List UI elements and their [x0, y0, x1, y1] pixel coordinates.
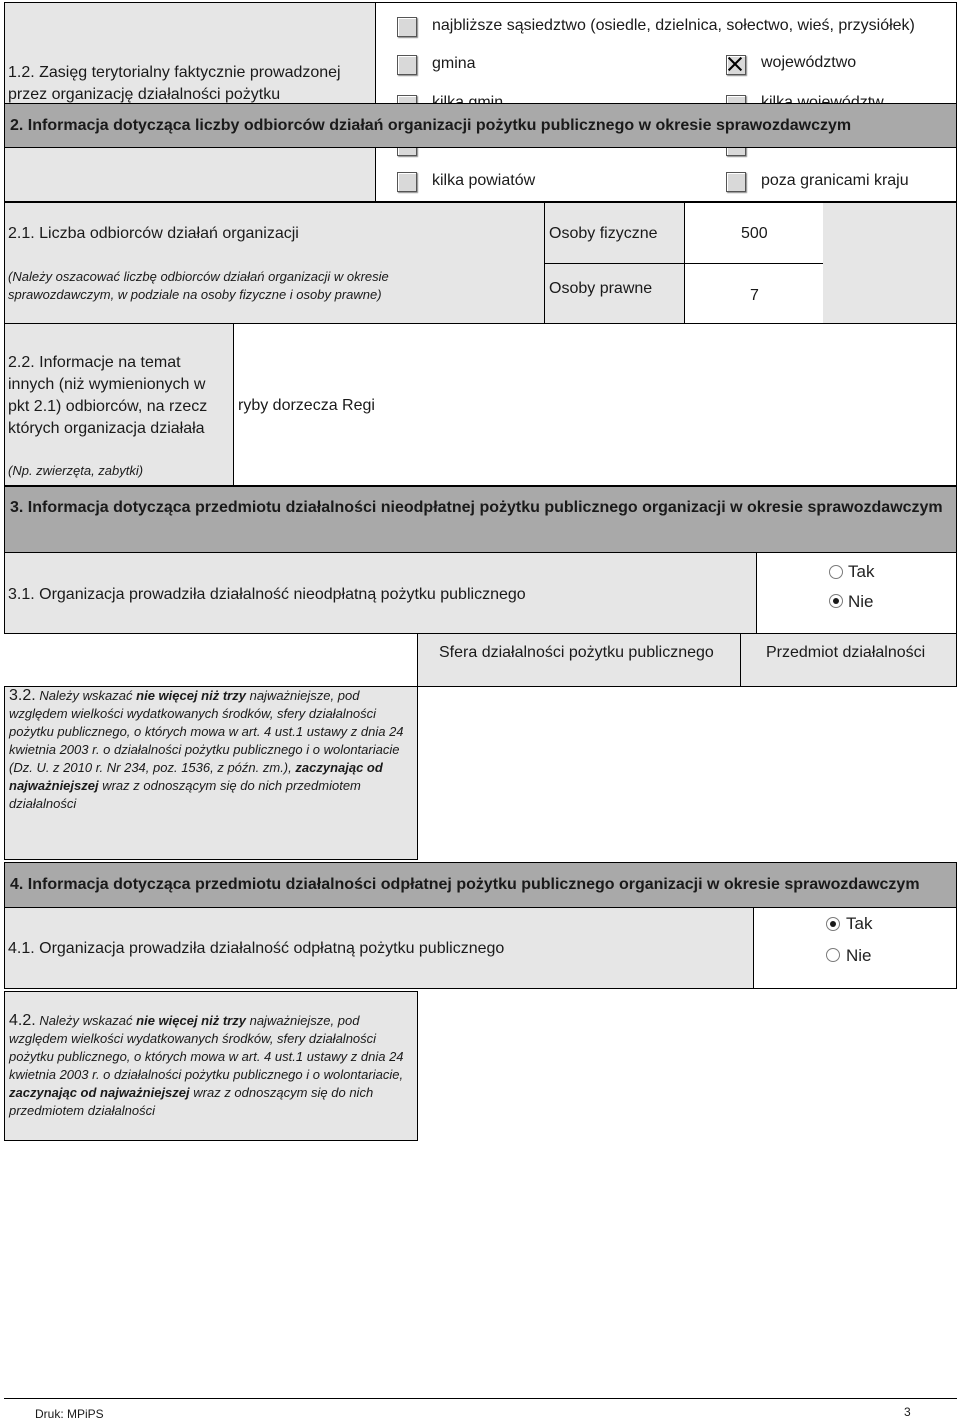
legal-persons-value[interactable]: 7 — [684, 263, 824, 324]
section-4-header: 4. Informacja dotycząca przedmiotu działalności odpłatnej pożytku publicznego organizacji w okresie sprawozdawczym — [4, 862, 957, 908]
option-kilka-powiatow-label: kilka powiatów — [432, 172, 536, 189]
natural-persons-value[interactable]: 500 — [684, 202, 824, 264]
other-recipients-label: 2.2. Informacje na temat innych (niż wymienionych w pkt 2.1) odbiorców, na rzecz których organizacja działała — [8, 354, 208, 437]
paid-radio-nie-label: Nie — [846, 946, 872, 965]
territorial-range-label: 1.2. Zasięg terytorialny faktycznie prowadzonej przez organizację działalności pożytku — [8, 64, 341, 103]
unpaid-radio-nie[interactable] — [829, 594, 843, 608]
checkbox-kilka-powiatow[interactable] — [397, 172, 417, 192]
option-wojewodztwo-label: województwo — [761, 54, 857, 71]
col-header-sfera: Sfera działalności pożytku publicznego — [417, 633, 741, 687]
checkbox-poza-granicami[interactable] — [726, 172, 746, 192]
paid-instruction-text-2: nie więcej niż trzy — [136, 1013, 246, 1028]
option-poza-granicami-label: poza granicami kraju — [761, 172, 909, 189]
paid-activity-question: 4.1. Organizacja prowadziła działalność odpłatną pożytku publicznego — [8, 940, 505, 957]
option-gmina-label: gmina — [432, 55, 476, 72]
recipients-count-label-cell — [4, 202, 545, 324]
checkbox-gmina[interactable] — [397, 55, 417, 75]
paid-instruction-text-4: zaczynając od najważniejszej — [9, 1085, 190, 1100]
section-3-header: 3. Informacja dotycząca przedmiotu działalności nieodpłatnej pożytku publicznego organizacji w okresie sprawozdawczym — [4, 486, 957, 553]
paid-radio-tak-label: Tak — [846, 914, 873, 933]
paid-radio-nie[interactable] — [826, 948, 840, 962]
unpaid-instruction-text-4: zaczynając od najważniejszej — [9, 760, 383, 793]
checkbox-wojewodztwo[interactable] — [726, 55, 746, 75]
section-2-header: 2. Informacja dotycząca liczby odbiorców działań organizacji pożytku publicznego w okresie sprawozdawczym — [4, 103, 957, 148]
unpaid-instruction-text-5: wraz z odnoszącym się do nich przedmiotem działalności — [9, 778, 361, 811]
paid-instruction-text-5: wraz z odnoszącym się do nich przedmiotem działalności — [9, 1085, 374, 1118]
footer-rule — [4, 1398, 957, 1399]
checkbox-neighbourhood[interactable] — [397, 17, 417, 37]
unpaid-radio-tak[interactable] — [829, 565, 843, 579]
unpaid-radio-nie-label: Nie — [848, 592, 874, 611]
unpaid-activity-question: 3.1. Organizacja prowadziła działalność nieodpłatną pożytku publicznego — [8, 586, 526, 603]
col-header-przedmiot: Przedmiot działalności — [740, 633, 957, 687]
footer-print-label: Druk: MPiPS — [35, 1407, 104, 1421]
footer-page-number: 3 — [904, 1405, 911, 1419]
recipients-count-note: (Należy oszacować liczbę odbiorców działań organizacji w okresie sprawozdawczym, w podziale na osoby fizyczne i osoby prawne) — [8, 269, 389, 302]
unpaid-areas-instruction — [4, 686, 418, 860]
unpaid-instruction-number: 3.2. — [9, 687, 36, 704]
recipients-right-filler — [823, 202, 957, 324]
recipients-count-label: 2.1. Liczba odbiorców działań organizacji — [8, 225, 299, 242]
unpaid-radio-tak-label: Tak — [848, 562, 875, 581]
other-recipients-note: (Np. zwierzęta, zabytki) — [8, 463, 144, 478]
paid-instruction-number: 4.2. — [9, 1012, 36, 1029]
option-neighbourhood-label: najbliższe sąsiedztwo (osiedle, dzielnica, sołectwo, wieś, przysiółek) — [432, 17, 915, 34]
legal-persons-label: Osoby prawne — [544, 263, 685, 324]
unpaid-instruction-text-1: Należy wskazać — [39, 688, 133, 703]
natural-persons-label: Osoby fizyczne — [544, 202, 685, 264]
unpaid-instruction-text-3: najważniejsze, pod względem wielkości wydatkowanych środków, sfery działalności pożytku publicznego, o których mowa w art. 4 ust.1 ustawy z dnia 24 kwietnia 2003 r. o działalności pożytku publicznego i o wolontariacie (Dz. U. z 2010 r. Nr 234, poz. 1536, z późn. zm.), — [9, 688, 404, 775]
paid-radio-tak[interactable] — [826, 917, 840, 931]
other-recipients-value: ryby dorzecza Regi — [238, 397, 375, 414]
unpaid-instruction-text-2: nie więcej niż trzy — [136, 688, 246, 703]
paid-areas-instruction — [4, 991, 418, 1141]
paid-instruction-text-1: Należy wskazać — [39, 1013, 133, 1028]
paid-instruction-text-3: najważniejsze, pod względem wielkości wydatkowanych środków, sfery działalności pożytku publicznego, o których mowa w art. 4 ust.1 ustawy z dnia 24 kwietnia 2003 r. o działalności pożytku publicznego i o wolontariacie, — [9, 1013, 404, 1082]
